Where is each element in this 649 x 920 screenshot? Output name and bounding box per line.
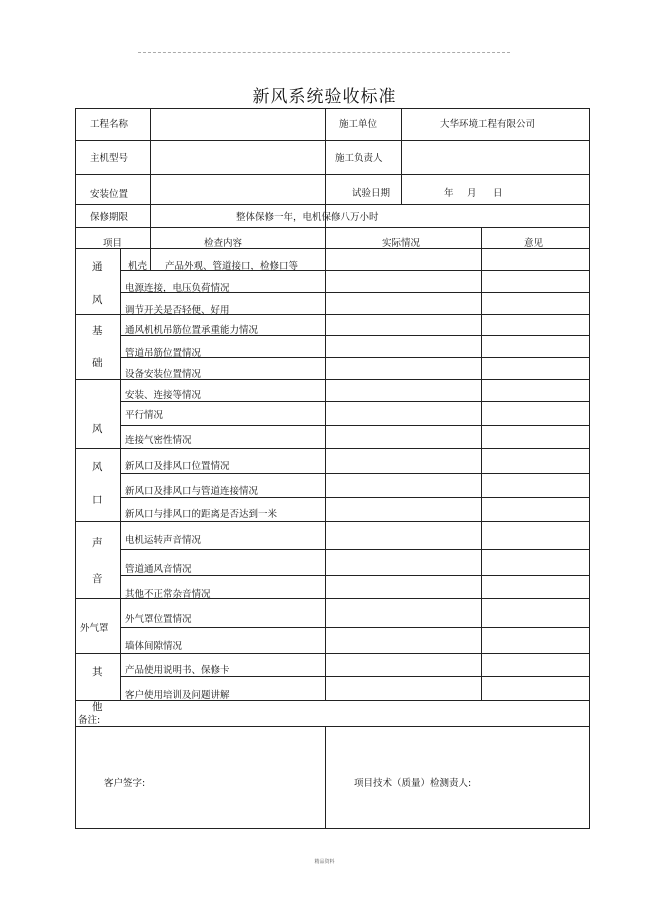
- table-border-bottom: [75, 828, 590, 829]
- check-item: 连接气密性情况: [125, 435, 192, 446]
- project-name-label: 工程名称: [90, 119, 129, 130]
- col-header-content: 检查内容: [204, 238, 243, 249]
- check-item: 产品外观、管道接口，检修口等: [165, 261, 299, 272]
- row-line: [75, 248, 590, 249]
- day-label: 日: [493, 188, 503, 199]
- check-item: 墙体间隙情况: [125, 641, 183, 652]
- check-item: 电源连接，电压负荷情况: [125, 283, 230, 294]
- check-item: 外气罩位置情况: [125, 614, 192, 625]
- check-item: 设备安装位置情况: [125, 369, 202, 380]
- row-line: [75, 140, 590, 141]
- check-item: 新风口及排风口与管道连接情况: [125, 486, 259, 497]
- row-line: [75, 204, 590, 205]
- row-line: [75, 448, 590, 449]
- group-sound-char-1: 声: [92, 537, 103, 549]
- col-header-actual: 实际情况: [382, 238, 421, 249]
- row-line: [75, 521, 590, 522]
- row-line: [120, 401, 590, 402]
- row-line: [75, 174, 590, 175]
- group-vent-char-2: 口: [92, 494, 103, 506]
- row-line: [75, 653, 590, 654]
- check-item: 调节开关是否轻便、好用: [125, 305, 230, 316]
- group-ventilator-char-2: 风: [92, 294, 103, 306]
- page-title: 新风系统验收标准: [252, 87, 397, 107]
- check-item: 客户使用培训及问题讲解: [125, 690, 230, 701]
- row-line: [75, 227, 590, 228]
- location-label: 安装位置: [90, 189, 129, 200]
- col-line: [150, 248, 151, 270]
- col-header-item: 项目: [103, 238, 123, 249]
- contractor-value: 大华环境工程有限公司: [440, 119, 536, 130]
- technician-signature-label: 项目技术（质量）检测责人:: [354, 778, 472, 789]
- check-item: 管道吊筋位置情况: [125, 348, 202, 359]
- group-vent-char-1: 风: [92, 461, 103, 473]
- group-duct-char-1: 风: [92, 423, 103, 435]
- check-item: 新风口与排风口的距离是否达到一米: [125, 509, 278, 520]
- check-item: 通风机机吊筋位置承重能力情况: [125, 325, 259, 336]
- row-line: [120, 549, 590, 550]
- remarks-label: 备注:: [78, 715, 101, 726]
- model-label: 主机型号: [90, 153, 129, 164]
- test-date-label: 试验日期: [352, 188, 391, 199]
- customer-signature-label: 客户签字:: [104, 778, 146, 789]
- footer-note: 精品资料: [314, 859, 335, 865]
- check-item: 新风口及排风口位置情况: [125, 461, 230, 472]
- row-line: [120, 575, 590, 576]
- check-item: 平行情况: [125, 410, 164, 421]
- col-line: [120, 248, 121, 700]
- group-foundation-char-2: 础: [92, 357, 103, 369]
- check-item: 产品使用说明书、保修卡: [125, 665, 230, 676]
- check-item: 管道通风音情况: [125, 564, 192, 575]
- col-line: [150, 108, 151, 227]
- warranty-label: 保修期限: [90, 212, 129, 223]
- table-border-right: [589, 108, 590, 828]
- group-other-char-1: 其: [92, 666, 103, 678]
- check-item: 其他不正常杂音情况: [125, 589, 211, 600]
- col-line: [325, 726, 326, 828]
- table-border-top: [75, 108, 590, 109]
- check-item: 电机运转声音情况: [125, 535, 202, 546]
- group-other-char-2: 他: [92, 701, 103, 713]
- year-label: 年: [444, 188, 454, 199]
- contractor-label: 施工单位: [339, 119, 378, 130]
- manager-label: 施工负责人: [335, 153, 383, 164]
- group-sound-char-2: 音: [92, 573, 103, 585]
- group-ventilator-char-1: 通: [92, 261, 103, 273]
- col-line: [325, 227, 326, 700]
- table-border-left: [75, 108, 76, 828]
- group-foundation-char-1: 基: [92, 325, 103, 337]
- row-line: [120, 473, 590, 474]
- col-line: [401, 108, 402, 204]
- col-line: [150, 227, 151, 248]
- group-hood-label: 外气罩: [80, 623, 109, 634]
- col-header-opinion: 意见: [524, 238, 544, 249]
- warranty-value: 整体保修一年，电机保修八万小时: [236, 212, 379, 223]
- row-line: [120, 497, 590, 498]
- col-line: [481, 227, 482, 700]
- top-rule: [138, 52, 510, 53]
- ventilator-sub-label: 机壳: [128, 261, 148, 272]
- row-line: [120, 676, 590, 677]
- row-line: [120, 627, 590, 628]
- col-line: [325, 108, 326, 227]
- check-item: 安装、连接等情况: [125, 390, 202, 401]
- row-line: [75, 726, 590, 727]
- month-label: 月: [467, 188, 477, 199]
- row-line: [120, 425, 590, 426]
